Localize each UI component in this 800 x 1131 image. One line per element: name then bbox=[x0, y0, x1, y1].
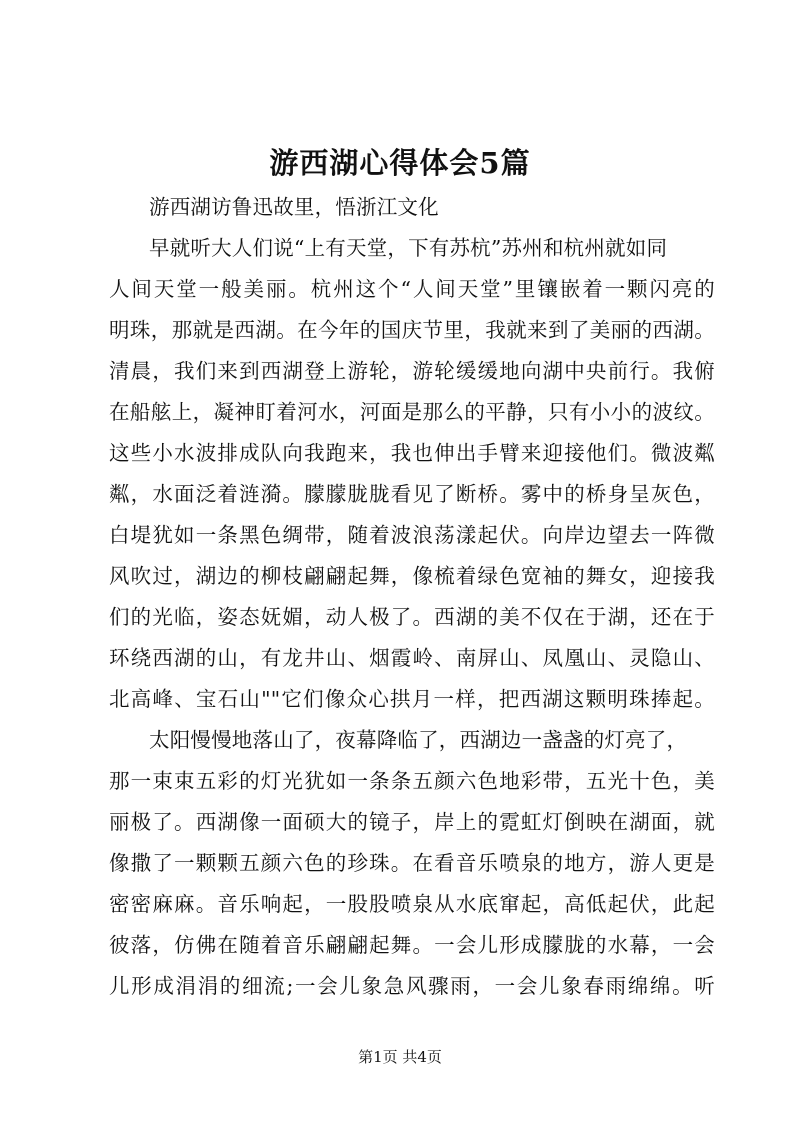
paragraph-line: 早就听大人们说“上有天堂，下有苏杭”苏州和杭州就如同 bbox=[149, 236, 668, 260]
paragraph-line: 太阳慢慢地落山了，夜幕降临了，西湖边一盏盏的灯亮了， bbox=[149, 728, 688, 752]
document-body bbox=[109, 187, 715, 1007]
paragraph-line: 风吹过，湖边的柳枝翩翩起舞，像梳着绿色宽袖的舞女，迎接我 bbox=[109, 564, 715, 588]
paragraph-line: 在船舷上，凝神盯着河水，河面是那么的平静，只有小小的波纹。 bbox=[109, 400, 715, 424]
paragraph-line: 那一束束五彩的灯光犹如一条条五颜六色地彩带，五光十色，美 bbox=[109, 769, 715, 793]
paragraph-line: 彼落，仿佛在随着音乐翩翩起舞。一会儿形成朦胧的水幕，一会 bbox=[109, 933, 715, 957]
paragraph-line: 像撒了一颗颗五颜六色的珍珠。在看音乐喷泉的地方，游人更是 bbox=[109, 851, 715, 875]
paragraph-line: 儿形成涓涓的细流;一会儿象急风骤雨，一会儿象春雨绵绵。听 bbox=[109, 974, 715, 998]
paragraph-line: 明珠，那就是西湖。在今年的国庆节里，我就来到了美丽的西湖。 bbox=[109, 318, 715, 342]
paragraph-line: 粼，水面泛着涟漪。朦朦胧胧看见了断桥。雾中的桥身呈灰色， bbox=[109, 482, 715, 506]
subtitle-line: 游西湖访鲁迅故里，悟浙江文化 bbox=[149, 195, 439, 219]
page-footer: 第1页 共4页 bbox=[358, 1048, 442, 1066]
paragraph-line: 清晨，我们来到西湖登上游轮，游轮缓缓地向湖中央前行。我俯 bbox=[109, 359, 715, 383]
document-title: 游西湖心得体会5篇 bbox=[269, 146, 531, 180]
paragraph-line: 丽极了。西湖像一面硕大的镜子，岸上的霓虹灯倒映在湖面，就 bbox=[109, 810, 715, 834]
paragraph-line: 密密麻麻。音乐响起，一股股喷泉从水底窜起，高低起伏，此起 bbox=[109, 892, 715, 916]
paragraph-line: 这些小水波排成队向我跑来，我也伸出手臂来迎接他们。微波粼 bbox=[109, 441, 715, 465]
paragraph-line: 北高峰、宝石山""它们像众心拱月一样，把西湖这颗明珠捧起。 bbox=[109, 687, 715, 711]
paragraph-line: 人间天堂一般美丽。杭州这个“人间天堂”里镶嵌着一颗闪亮的 bbox=[109, 277, 715, 301]
paragraph-line: 们的光临，姿态妩媚，动人极了。西湖的美不仅在于湖，还在于 bbox=[109, 605, 715, 629]
paragraph-line: 白堤犹如一条黑色绸带，随着波浪荡漾起伏。向岸边望去一阵微 bbox=[109, 523, 715, 547]
paragraph-line: 环绕西湖的山，有龙井山、烟霞岭、南屏山、凤凰山、灵隐山、 bbox=[109, 646, 715, 670]
